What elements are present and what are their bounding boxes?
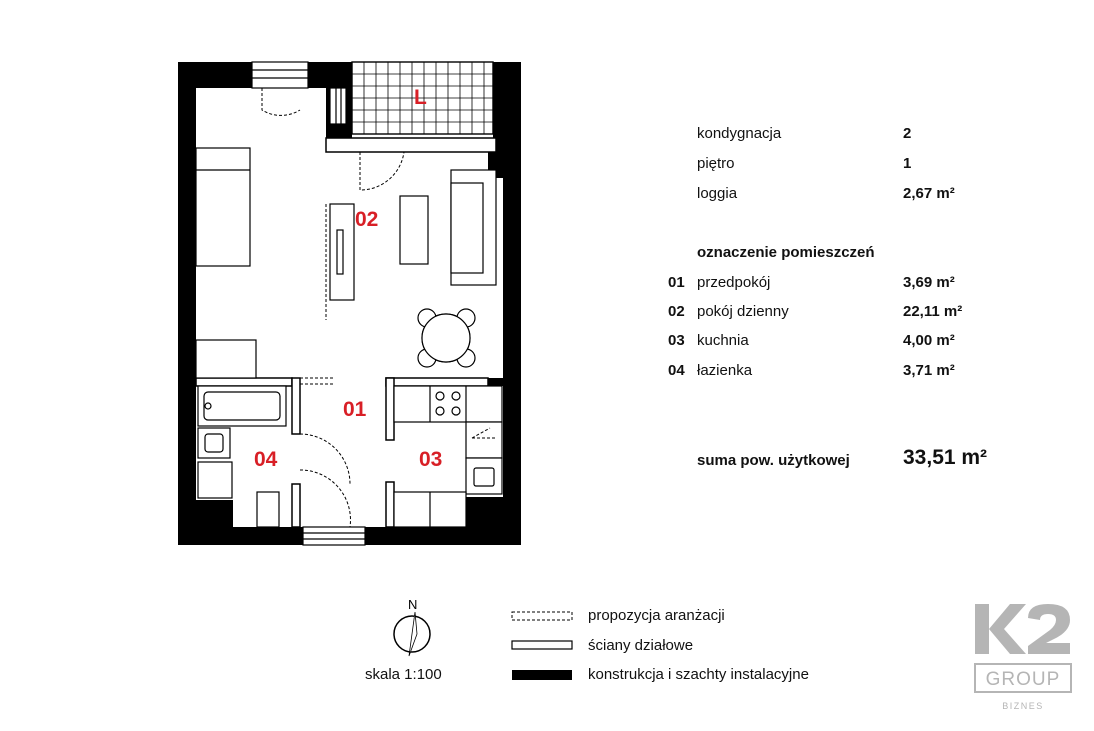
room-row-name: przedpokój: [697, 274, 771, 291]
total-label: suma pow. użytkowej: [697, 452, 850, 469]
furniture: [196, 148, 502, 527]
rooms-heading: oznaczenie pomieszczeń: [697, 244, 875, 261]
legend-item-arrangement: propozycja aranżacji: [588, 607, 725, 624]
room-row-area: 22,11 m²: [903, 303, 963, 320]
doors: [262, 88, 496, 527]
room-num-03: 03: [419, 448, 443, 471]
room-row-area: 3,71 m²: [903, 362, 955, 379]
room-row-num: 02: [668, 303, 685, 320]
legend-swatch-dashed: [512, 612, 572, 620]
pietro-label: piętro: [697, 155, 735, 172]
north-arrow-icon: [394, 612, 430, 656]
kondygnacja-value: 2: [903, 125, 912, 142]
scale-label: skala 1:100: [365, 666, 442, 683]
loggia-label: L: [414, 86, 427, 109]
legend-swatch-partition: [512, 641, 572, 649]
room-num-02: 02: [355, 208, 379, 231]
logo-sub-text: BIZNES: [1002, 701, 1044, 711]
loggia-label-text: loggia: [697, 185, 738, 202]
total-value: 33,51 m²: [903, 446, 988, 469]
room-num-04: 04: [254, 448, 278, 471]
room-row-num: 03: [668, 332, 685, 349]
room-row-num: 04: [668, 362, 685, 379]
room-row-name: kuchnia: [697, 332, 749, 349]
room-row-area: 4,00 m²: [903, 332, 955, 349]
kondygnacja-label: kondygnacja: [697, 125, 782, 142]
legend-item-structure: konstrukcja i szachty instalacyjne: [588, 666, 809, 683]
legend-item-partition: ściany działowe: [588, 637, 694, 654]
room-num-01: 01: [343, 398, 367, 421]
north-label: N: [408, 597, 418, 612]
logo-group-text: GROUP: [985, 669, 1061, 690]
room-row-area: 3,69 m²: [903, 274, 955, 291]
legend-swatch-structure: [512, 670, 572, 680]
loggia-value: 2,67 m²: [903, 185, 955, 202]
room-row-name: łazienka: [697, 362, 753, 379]
room-row-name: pokój dzienny: [697, 303, 789, 320]
room-row-num: 01: [668, 274, 685, 291]
pietro-value: 1: [903, 155, 912, 172]
